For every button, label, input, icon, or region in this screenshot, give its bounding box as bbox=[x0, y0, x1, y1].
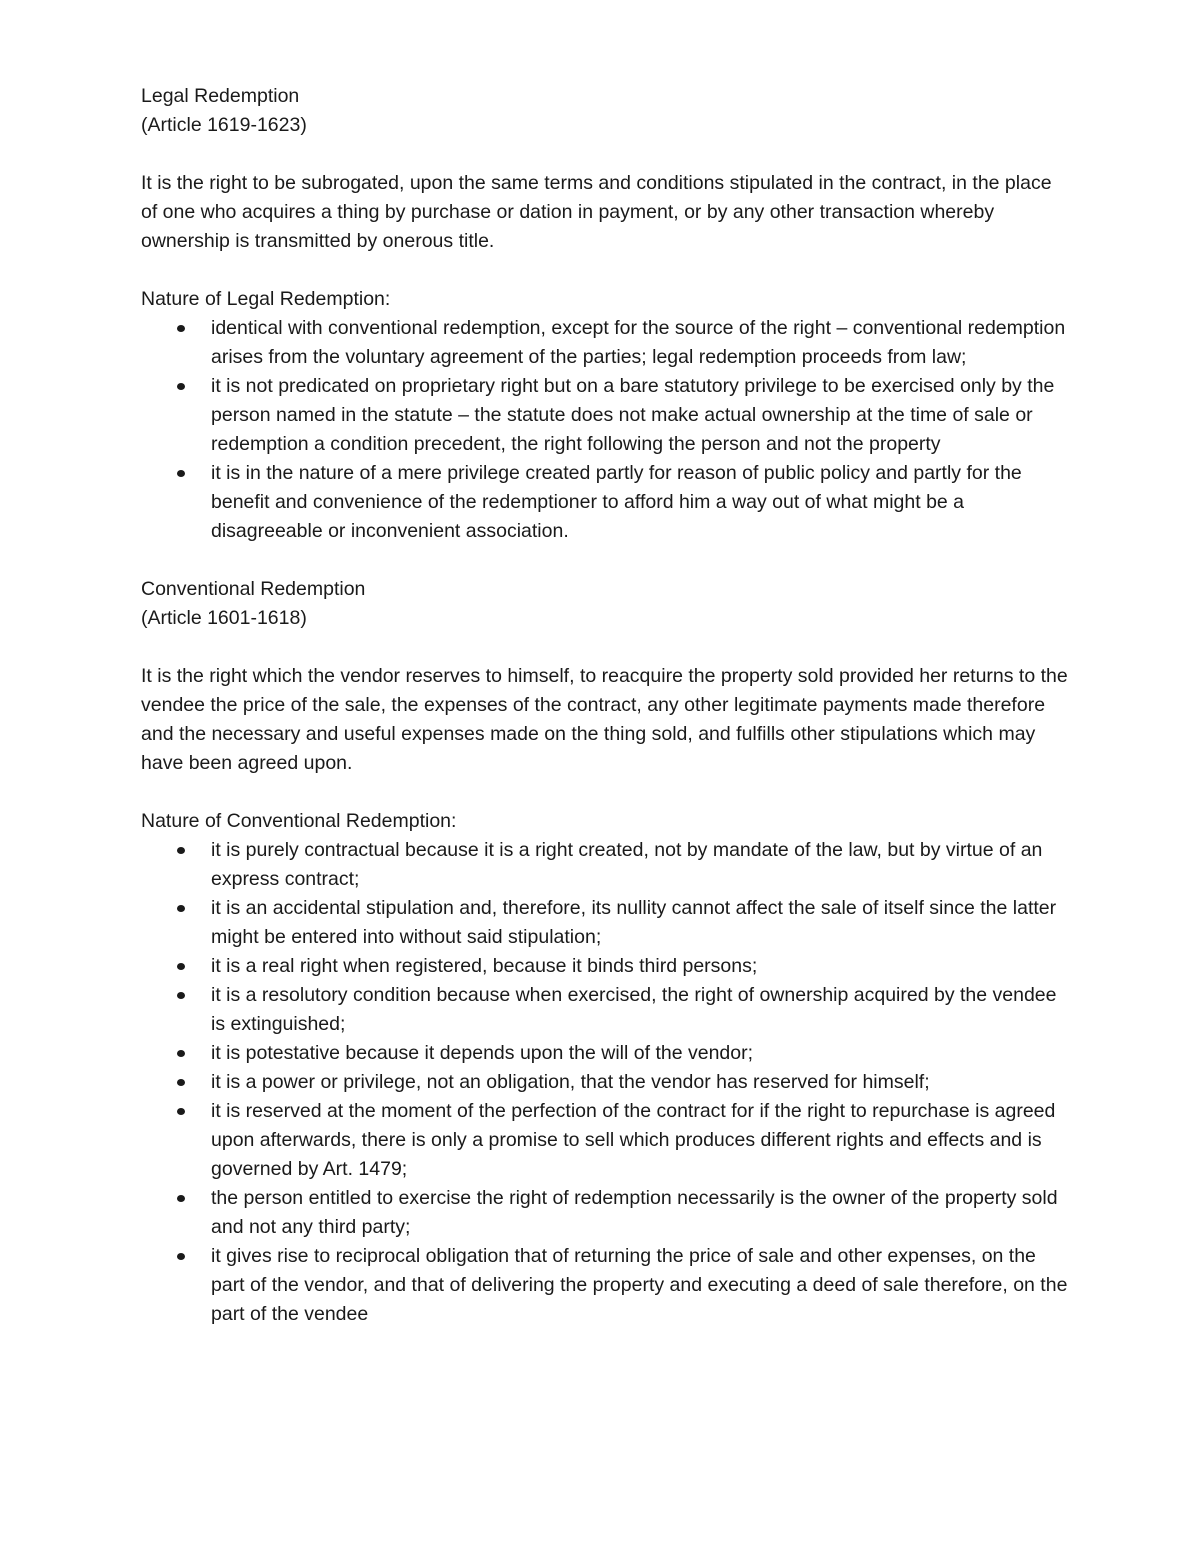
list-item: it is an accidental stipulation and, therefore, its nullity cannot affect the sale of itself since the latter might be entered into without said stipulation; bbox=[141, 894, 1071, 952]
bullet-icon bbox=[177, 1079, 185, 1086]
legal-redemption-title: Legal Redemption bbox=[141, 85, 300, 107]
list-item: it is reserved at the moment of the perfection of the contract for if the right to repurchase is agreed upon afterwards, there is only a promise to sell which produces different rights and effects and is governed by Art. 1479; bbox=[141, 1097, 1071, 1184]
bullet-icon bbox=[177, 905, 185, 912]
conventional-nature-heading: Nature of Conventional Redemption: bbox=[141, 810, 457, 832]
bullet-icon bbox=[177, 963, 185, 970]
document-page bbox=[141, 82, 1071, 1329]
bullet-icon bbox=[177, 1253, 185, 1260]
list-item: it is a real right when registered, because it binds third persons; bbox=[141, 952, 1071, 981]
bullet-icon bbox=[177, 1050, 185, 1057]
conventional-nature-list bbox=[141, 836, 1071, 1329]
list-item: it is a power or privilege, not an obligation, that the vendor has reserved for himself; bbox=[141, 1068, 1071, 1097]
legal-nature-list bbox=[141, 314, 1071, 546]
legal-redemption-definition: It is the right to be subrogated, upon the same terms and conditions stipulated in the contract, in the place of one who acquires a thing by purchase or dation in payment, or by any other transaction whereby ownership is transmitted by onerous title. bbox=[141, 172, 1052, 252]
legal-redemption-articles: (Article 1619-1623) bbox=[141, 114, 307, 136]
bullet-icon bbox=[177, 847, 185, 854]
list-item: it is not predicated on proprietary right but on a bare statutory privilege to be exercised only by the person named in the statute – the statute does not make actual ownership at the time of sale or redemption a condition precedent, the right following the person and not the property bbox=[141, 372, 1071, 459]
list-item: it is purely contractual because it is a right created, not by mandate of the law, but by virtue of an express contract; bbox=[141, 836, 1071, 894]
list-item: it is potestative because it depends upon the will of the vendor; bbox=[141, 1039, 1071, 1068]
list-item: it is a resolutory condition because when exercised, the right of ownership acquired by the vendee is extinguished; bbox=[141, 981, 1071, 1039]
bullet-icon bbox=[177, 383, 185, 390]
bullet-icon bbox=[177, 992, 185, 999]
list-item: identical with conventional redemption, except for the source of the right – conventional redemption arises from the voluntary agreement of the parties; legal redemption proceeds from law; bbox=[141, 314, 1071, 372]
conventional-redemption-articles: (Article 1601-1618) bbox=[141, 607, 307, 629]
bullet-icon bbox=[177, 1108, 185, 1115]
bullet-icon bbox=[177, 470, 185, 477]
bullet-icon bbox=[177, 325, 185, 332]
conventional-redemption-title: Conventional Redemption bbox=[141, 578, 366, 600]
list-item: the person entitled to exercise the right of redemption necessarily is the owner of the property sold and not any third party; bbox=[141, 1184, 1071, 1242]
bullet-icon bbox=[177, 1195, 185, 1202]
list-item: it gives rise to reciprocal obligation that of returning the price of sale and other expenses, on the part of the vendor, and that of delivering the property and executing a deed of sale therefore, on the part of the vendee bbox=[141, 1242, 1071, 1329]
list-item: it is in the nature of a mere privilege created partly for reason of public policy and partly for the benefit and convenience of the redemptioner to afford him a way out of what might be a disagreeable or inconvenient association. bbox=[141, 459, 1071, 546]
conventional-redemption-definition: It is the right which the vendor reserves to himself, to reacquire the property sold provided her returns to the vendee the price of the sale, the expenses of the contract, any other legitimate payments made therefore and the necessary and useful expenses made on the thing sold, and fulfills other stipulations which may have been agreed upon. bbox=[141, 665, 1068, 774]
legal-nature-heading: Nature of Legal Redemption: bbox=[141, 288, 391, 310]
